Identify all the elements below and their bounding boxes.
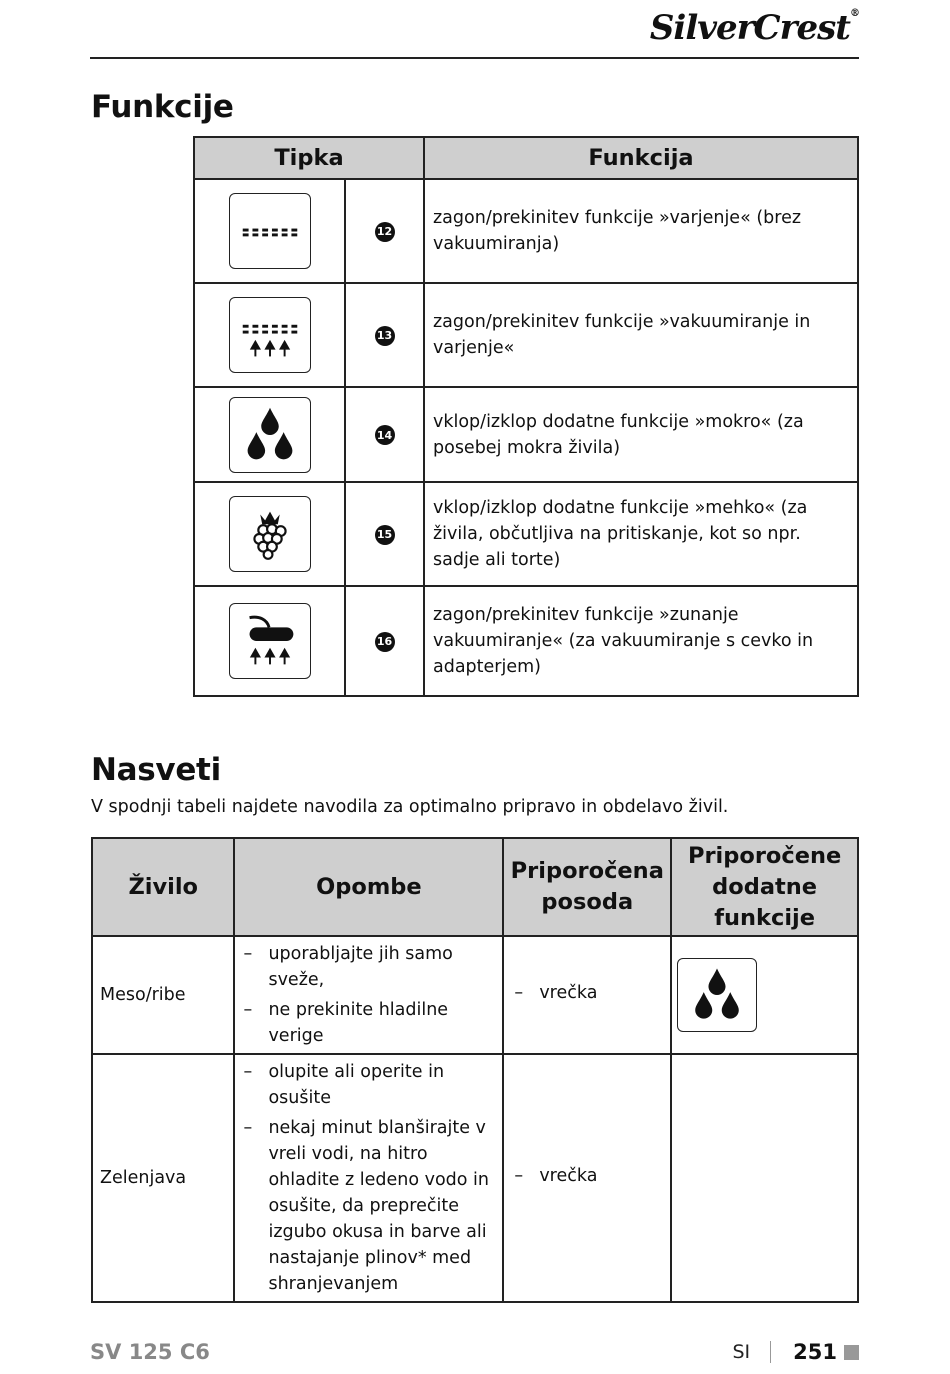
page-number: 251 [793,1340,837,1364]
function-row [194,586,858,696]
footer-language: SI [732,1341,751,1363]
functions-table [193,136,859,697]
footer-page-info [732,1340,859,1364]
col-key-header: Tipka [194,137,424,179]
col-notes-header: Opombe [234,838,503,936]
note-item: – uporabljajte jih samo sveže, [241,941,497,993]
vacuum-seal-icon [229,297,311,373]
function-row [194,482,858,586]
external-vacuum-icon [229,603,311,679]
functions-title: Funkcije [91,89,234,125]
function-row [194,179,858,283]
function-description: zagon/prekinitev funkcije »varjenje« (brez vakuumiranja) [424,179,858,283]
note-item: – ne prekinite hladilne verige [241,997,497,1049]
number-badge: 12 [375,222,395,242]
tips-intro: V spodnji tabeli najdete navodila za optimalno pripravo in obdelavo živil. [91,797,729,817]
drops-icon [677,958,757,1032]
number-badge: 14 [375,425,395,445]
tips-title: Nasveti [91,752,221,788]
col-container-header: Priporočena posoda [503,838,671,936]
function-description: vklop/izklop dodatne funkcije »mokro« (za posebej mokra živila) [424,387,858,482]
drops-icon [229,397,311,473]
raspberry-icon [229,496,311,572]
note-item: – nekaj minut blanširajte v vreli vodi, na hitro ohladite z ledeno vodo in osušite, da preprečite izgubo okusa in barve ali nastajanje plinov* med shranjevanjem [241,1115,497,1297]
notes-list [241,1059,497,1297]
empty-function-cell [671,1054,858,1302]
col-food-header: Živilo [92,838,234,936]
functions-header-row [194,137,858,179]
container-cell: – vrečka [512,980,670,1006]
food-cell: Zelenjava [92,1054,234,1302]
function-description: zagon/prekinitev funkcije »vakuumiranje in varjenje« [424,283,858,387]
function-description: zagon/prekinitev funkcije »zunanje vakuumiranje« (za vakuumiranje s cevko in adapterjem) [424,586,858,696]
footer-model: SV 125 C6 [90,1340,210,1364]
brand-logo: SilverCrest® [649,8,859,48]
tips-row [92,936,858,1054]
tips-row [92,1054,858,1302]
food-cell: Meso/ribe [92,936,234,1054]
number-badge: 16 [375,632,395,652]
container-cell: – vrečka [512,1163,670,1189]
footer-separator [770,1341,771,1363]
header-rule [90,57,859,59]
number-badge: 15 [375,525,395,545]
tips-table [91,837,859,1303]
function-row [194,283,858,387]
square-icon [844,1345,859,1360]
number-badge: 13 [375,326,395,346]
seal-icon [229,193,311,269]
col-function-header: Funkcija [424,137,858,179]
function-row [194,387,858,482]
tips-header-row [92,838,858,936]
note-item: – olupite ali operite in osušite [241,1059,497,1111]
function-description: vklop/izklop dodatne funkcije »mehko« (za živila, občutljiva na pritiskanje, kot so npr. sadje ali torte) [424,482,858,586]
col-functions-header: Priporočene dodatne funkcije [671,838,858,936]
notes-list [241,941,497,1049]
